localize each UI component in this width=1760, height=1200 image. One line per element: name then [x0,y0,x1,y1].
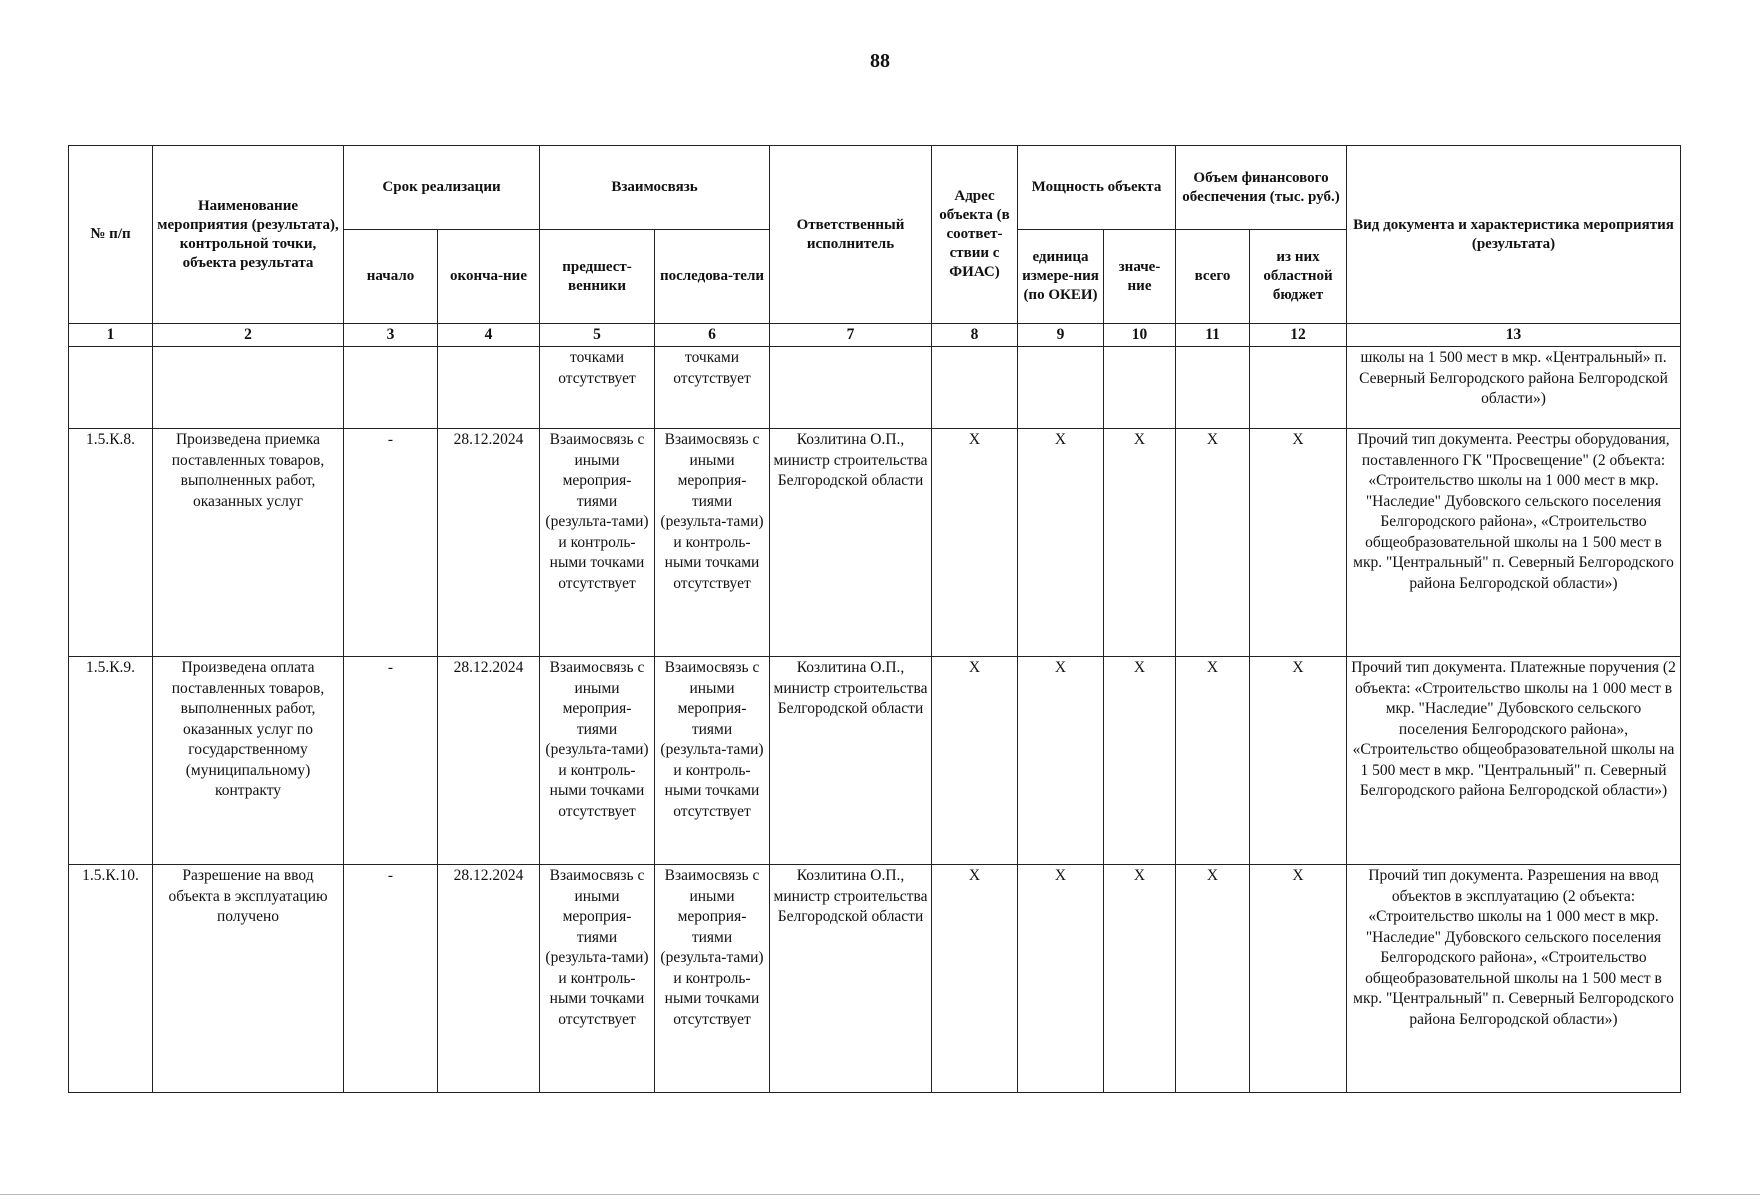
cell-end: 28.12.2024 [438,865,540,1093]
column-number: 12 [1250,324,1347,347]
header-doc-type: Вид документа и характеристика мероприятия (результата) [1347,146,1681,324]
column-number: 1 [69,324,153,347]
cell-num: 1.5.К.10. [69,865,153,1093]
cell-address: X [932,865,1018,1093]
header-fin-total: всего [1176,230,1250,324]
cell-doc: Прочий тип документа. Разрешения на ввод объектов в эксплуатацию (2 объекта: «Строительство школы на 1 000 мест в мкр. "Наследие" Дубовского сельского поселения Белгородского района», «Строительство общеобразовательной школы на 1 500 мест в мкр. "Центральный" п. Северный Белгородского района Белгородской области») [1347,865,1681,1093]
cell-address: X [932,657,1018,865]
column-number: 5 [540,324,655,347]
cell-total [1176,347,1250,429]
cell-end [438,347,540,429]
column-number: 6 [655,324,770,347]
cell-end: 28.12.2024 [438,657,540,865]
cell-start: - [344,657,438,865]
cell-name [153,347,344,429]
cell-value: X [1104,657,1176,865]
cell-value: X [1104,429,1176,657]
cell-regional: X [1250,865,1347,1093]
header-fin-regional: из них областной бюджет [1250,230,1347,324]
cell-unit: X [1018,865,1104,1093]
cell-total: X [1176,657,1250,865]
cell-end: 28.12.2024 [438,429,540,657]
column-number: 7 [770,324,932,347]
cell-total: X [1176,429,1250,657]
cell-regional [1250,347,1347,429]
header-finance: Объем финансового обеспечения (тыс. руб.) [1176,146,1347,230]
cell-unit: X [1018,657,1104,865]
header-term-start: начало [344,230,438,324]
table-row [69,865,1681,1093]
header-row-top [69,146,1681,230]
cell-name: Произведена оплата поставленных товаров, выполненных работ, оказанных услуг по государственному (муниципальному) контракту [153,657,344,865]
header-term: Срок реализации [344,146,540,230]
header-relation: Взаимосвязь [540,146,770,230]
table-row [69,657,1681,865]
plan-table [68,145,1681,1093]
table-row [69,429,1681,657]
cell-start [344,347,438,429]
column-number: 8 [932,324,1018,347]
column-number: 9 [1018,324,1104,347]
cell-responsible: Козлитина О.П., министр строительства Белгородской области [770,865,932,1093]
column-number-row [69,324,1681,347]
cell-next: Взаимосвязь с иными мероприя-тиями (результа-тами) и контроль-ными точками отсутствует [655,657,770,865]
cell-prev: Взаимосвязь с иными мероприя-тиями (результа-тами) и контроль-ными точками отсутствует [540,865,655,1093]
cell-total: X [1176,865,1250,1093]
cell-prev: точками отсутствует [540,347,655,429]
cell-responsible: Козлитина О.П., министр строительства Белгородской области [770,429,932,657]
cell-name: Произведена приемка поставленных товаров, выполненных работ, оказанных услуг [153,429,344,657]
header-rel-next: последова-тели [655,230,770,324]
page-number: 88 [870,50,890,72]
header-term-end: оконча-ние [438,230,540,324]
header-address: Адрес объекта (в соответ-ствии с ФИАС) [932,146,1018,324]
cell-address: X [932,429,1018,657]
column-number: 10 [1104,324,1176,347]
cell-address [932,347,1018,429]
cell-prev: Взаимосвязь с иными мероприя-тиями (результа-тами) и контроль-ными точками отсутствует [540,429,655,657]
column-number: 4 [438,324,540,347]
cell-regional: X [1250,657,1347,865]
header-cap-unit: единица измере-ния (по ОКЕИ) [1018,230,1104,324]
header-rel-prev: предшест-венники [540,230,655,324]
cell-num [69,347,153,429]
cell-unit: X [1018,429,1104,657]
header-name: Наименование мероприятия (результата), контрольной точки, объекта результата [153,146,344,324]
column-number: 13 [1347,324,1681,347]
column-number: 3 [344,324,438,347]
cell-next: точками отсутствует [655,347,770,429]
header-responsible: Ответственный исполнитель [770,146,932,324]
cell-next: Взаимосвязь с иными мероприя-тиями (результа-тами) и контроль-ными точками отсутствует [655,429,770,657]
cell-value: X [1104,865,1176,1093]
cell-prev: Взаимосвязь с иными мероприя-тиями (результа-тами) и контроль-ными точками отсутствует [540,657,655,865]
table-row-continuation [69,347,1681,429]
cell-doc: Прочий тип документа. Платежные поручения (2 объекта: «Строительство школы на 1 000 мест в мкр. "Наследие" Дубовского сельского поселения Белгородского района», «Строительство общеобразовательной школы на 1 500 мест в мкр. "Центральный" п. Северный Белгородского района Белгородской области») [1347,657,1681,865]
column-number: 11 [1176,324,1250,347]
header-cap-value: значе-ние [1104,230,1176,324]
cell-regional: X [1250,429,1347,657]
cell-start: - [344,865,438,1093]
scan-edge-line [0,1194,1760,1195]
header-capacity: Мощность объекта [1018,146,1176,230]
cell-num: 1.5.К.8. [69,429,153,657]
cell-value [1104,347,1176,429]
cell-start: - [344,429,438,657]
cell-doc: Прочий тип документа. Реестры оборудования, поставленного ГК "Просвещение" (2 объекта: «Строительство школы на 1 000 мест в мкр. "Наследие" Дубовского сельского поселения Белгородского района», «Строительство общеобразовательной школы на 1 500 мест в мкр. "Центральный" п. Северный Белгородского района Белгородской области») [1347,429,1681,657]
cell-name: Разрешение на ввод объекта в эксплуатацию получено [153,865,344,1093]
header-num: № п/п [69,146,153,324]
column-number: 2 [153,324,344,347]
cell-responsible: Козлитина О.П., министр строительства Белгородской области [770,657,932,865]
cell-unit [1018,347,1104,429]
cell-next: Взаимосвязь с иными мероприя-тиями (результа-тами) и контроль-ными точками отсутствует [655,865,770,1093]
cell-doc: школы на 1 500 мест в мкр. «Центральный» п. Северный Белгородского района Белгородской области») [1347,347,1681,429]
cell-responsible [770,347,932,429]
cell-num: 1.5.К.9. [69,657,153,865]
